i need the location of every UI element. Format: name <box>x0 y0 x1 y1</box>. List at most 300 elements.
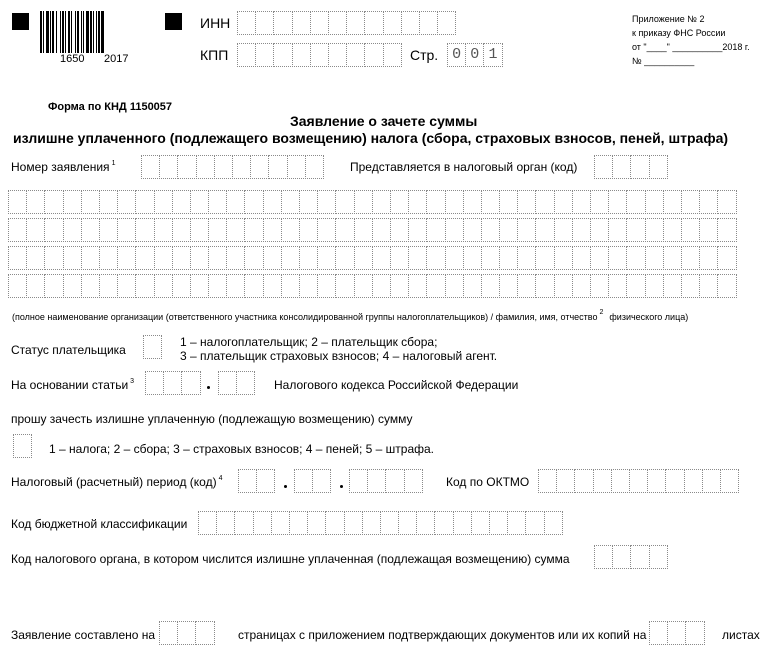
input-cell[interactable] <box>99 218 118 242</box>
input-cell[interactable] <box>310 11 329 35</box>
input-cell[interactable] <box>81 218 100 242</box>
input-cell[interactable] <box>172 246 191 270</box>
input-cell[interactable] <box>135 218 154 242</box>
input-cell[interactable] <box>317 246 336 270</box>
input-cell[interactable] <box>535 218 554 242</box>
input-cell[interactable] <box>238 469 257 493</box>
input-cell[interactable] <box>143 335 162 359</box>
organization-name-row[interactable] <box>8 218 736 242</box>
input-cell[interactable] <box>437 11 456 35</box>
input-cell[interactable] <box>163 371 182 395</box>
input-cell[interactable] <box>645 190 664 214</box>
input-cell[interactable] <box>463 246 482 270</box>
input-cell[interactable] <box>328 43 347 67</box>
input-cell[interactable] <box>117 246 136 270</box>
organization-name-row[interactable] <box>8 190 736 214</box>
input-cell[interactable] <box>665 469 684 493</box>
input-cell[interactable] <box>208 246 227 270</box>
input-cell[interactable] <box>681 246 700 270</box>
input-cell[interactable] <box>590 218 609 242</box>
input-cell[interactable] <box>372 190 391 214</box>
organization-name-row[interactable] <box>8 274 736 298</box>
input-cell[interactable] <box>544 511 563 535</box>
page-number-field[interactable] <box>447 43 502 67</box>
input-cell[interactable] <box>335 274 354 298</box>
input-cell[interactable] <box>281 246 300 270</box>
input-cell[interactable] <box>647 469 666 493</box>
input-cell[interactable] <box>390 274 409 298</box>
input-cell[interactable] <box>717 190 736 214</box>
input-cell[interactable] <box>525 511 544 535</box>
input-cell[interactable] <box>499 246 518 270</box>
input-cell[interactable] <box>195 621 214 645</box>
input-cell[interactable] <box>645 246 664 270</box>
article-item-field[interactable] <box>218 371 254 395</box>
separator-dot <box>284 485 287 488</box>
input-cell[interactable] <box>645 218 664 242</box>
tax-authority-label: Представляется в налоговый орган (код) <box>350 160 578 174</box>
input-cell[interactable] <box>263 274 282 298</box>
form-title-line2: излишне уплаченного (подлежащего возмещению) налога (сбора, страховых взносов, пеней, штрафа) <box>13 130 729 146</box>
input-cell[interactable] <box>294 469 313 493</box>
input-cell[interactable] <box>99 246 118 270</box>
input-cell[interactable] <box>271 511 290 535</box>
input-cell[interactable] <box>445 218 464 242</box>
input-cell[interactable] <box>317 274 336 298</box>
input-cell[interactable] <box>626 218 645 242</box>
input-cell[interactable] <box>196 155 215 179</box>
input-cell[interactable] <box>383 43 402 67</box>
input-cell[interactable] <box>349 469 368 493</box>
input-cell[interactable] <box>198 511 217 535</box>
input-cell[interactable] <box>250 155 269 179</box>
payment-type-field[interactable] <box>13 434 31 458</box>
barcode-bar <box>86 11 89 53</box>
input-cell[interactable] <box>335 246 354 270</box>
input-cell[interactable] <box>8 218 27 242</box>
input-cell[interactable] <box>292 11 311 35</box>
input-cell[interactable] <box>574 469 593 493</box>
request-text: прошу зачесть излишне уплаченную (подлежащую возмещению) сумму <box>11 412 413 426</box>
input-cell[interactable] <box>305 155 324 179</box>
input-cell[interactable] <box>328 11 347 35</box>
input-cell[interactable] <box>63 274 82 298</box>
input-cell[interactable] <box>344 511 363 535</box>
input-cell[interactable] <box>335 190 354 214</box>
input-cell[interactable] <box>517 190 536 214</box>
input-cell[interactable] <box>208 274 227 298</box>
input-cell[interactable] <box>287 155 306 179</box>
input-cell[interactable] <box>346 43 365 67</box>
barcode-bar <box>98 11 100 53</box>
input-cell[interactable] <box>390 246 409 270</box>
input-cell[interactable] <box>44 190 63 214</box>
input-cell[interactable] <box>13 434 32 458</box>
input-cell[interactable] <box>554 218 573 242</box>
input-cell[interactable] <box>699 274 718 298</box>
input-cell[interactable] <box>717 246 736 270</box>
input-cell[interactable] <box>335 218 354 242</box>
sheets-count-field[interactable] <box>649 621 704 645</box>
input-cell[interactable] <box>346 11 365 35</box>
input-cell[interactable] <box>499 218 518 242</box>
barcode-bar <box>77 11 79 53</box>
input-cell[interactable] <box>145 371 164 395</box>
input-cell[interactable] <box>453 511 472 535</box>
input-cell[interactable] <box>172 190 191 214</box>
input-cell[interactable] <box>408 190 427 214</box>
input-cell[interactable] <box>232 155 251 179</box>
input-cell[interactable] <box>663 190 682 214</box>
input-cell[interactable] <box>237 11 256 35</box>
input-cell[interactable] <box>135 274 154 298</box>
input-cell[interactable] <box>299 190 318 214</box>
input-cell[interactable] <box>408 274 427 298</box>
input-cell[interactable] <box>630 155 649 179</box>
input-cell[interactable] <box>554 246 573 270</box>
input-cell[interactable] <box>244 218 263 242</box>
pages-suffix: листах <box>722 628 760 642</box>
barcode-right-number: 2017 <box>104 53 129 65</box>
input-cell[interactable] <box>594 155 613 179</box>
period-part2-field[interactable] <box>294 469 330 493</box>
input-cell[interactable] <box>177 155 196 179</box>
input-cell[interactable] <box>154 218 173 242</box>
barcode-bar <box>40 11 42 53</box>
input-cell[interactable] <box>608 190 627 214</box>
input-cell[interactable] <box>159 155 178 179</box>
input-cell[interactable] <box>256 469 275 493</box>
input-cell[interactable] <box>699 190 718 214</box>
period-label: Налоговый (расчетный) период (код) $^4$ <box>11 475 223 489</box>
input-cell[interactable] <box>556 469 575 493</box>
input-cell[interactable] <box>445 274 464 298</box>
input-cell[interactable] <box>663 274 682 298</box>
input-cell[interactable] <box>554 274 573 298</box>
page-digit: 0 <box>465 43 484 67</box>
input-cell[interactable] <box>190 218 209 242</box>
input-cell[interactable] <box>117 190 136 214</box>
input-cell[interactable] <box>354 190 373 214</box>
input-cell[interactable] <box>699 218 718 242</box>
barcode-bar <box>50 11 51 53</box>
input-cell[interactable] <box>190 190 209 214</box>
inn-field[interactable] <box>237 11 455 35</box>
input-cell[interactable] <box>63 190 82 214</box>
input-cell[interactable] <box>572 190 591 214</box>
input-cell[interactable] <box>517 218 536 242</box>
input-cell[interactable] <box>253 511 272 535</box>
input-cell[interactable] <box>26 274 45 298</box>
input-cell[interactable] <box>594 545 613 569</box>
article-number-field[interactable] <box>145 371 200 395</box>
input-cell[interactable] <box>426 218 445 242</box>
input-cell[interactable] <box>481 246 500 270</box>
input-cell[interactable] <box>419 11 438 35</box>
input-cell[interactable] <box>317 190 336 214</box>
input-cell[interactable] <box>263 246 282 270</box>
input-cell[interactable] <box>208 190 227 214</box>
barcode-bar <box>43 11 44 53</box>
input-cell[interactable] <box>649 621 668 645</box>
input-cell[interactable] <box>354 274 373 298</box>
input-cell[interactable] <box>608 218 627 242</box>
input-cell[interactable] <box>572 218 591 242</box>
input-cell[interactable] <box>507 511 526 535</box>
input-cell[interactable] <box>154 190 173 214</box>
input-cell[interactable] <box>292 43 311 67</box>
input-cell[interactable] <box>645 274 664 298</box>
input-cell[interactable] <box>177 621 196 645</box>
input-cell[interactable] <box>226 246 245 270</box>
input-cell[interactable] <box>463 218 482 242</box>
input-cell[interactable] <box>244 190 263 214</box>
payer-status-field[interactable] <box>143 335 161 359</box>
input-cell[interactable] <box>281 190 300 214</box>
input-cell[interactable] <box>685 621 704 645</box>
article-label: На основании статьи $^3$ <box>11 378 135 392</box>
application-number-field[interactable] <box>141 155 323 179</box>
input-cell[interactable] <box>517 246 536 270</box>
input-cell[interactable] <box>717 274 736 298</box>
input-cell[interactable] <box>44 218 63 242</box>
input-cell[interactable] <box>372 246 391 270</box>
input-cell[interactable] <box>364 43 383 67</box>
input-cell[interactable] <box>481 190 500 214</box>
appendix-line: от "____" __________2018 г. <box>632 42 750 52</box>
input-cell[interactable] <box>499 190 518 214</box>
input-cell[interactable] <box>181 371 200 395</box>
input-cell[interactable] <box>684 469 703 493</box>
input-cell[interactable] <box>445 190 464 214</box>
input-cell[interactable] <box>663 246 682 270</box>
input-cell[interactable] <box>681 190 700 214</box>
input-cell[interactable] <box>481 218 500 242</box>
input-cell[interactable] <box>312 469 331 493</box>
input-cell[interactable] <box>463 274 482 298</box>
input-cell[interactable] <box>404 469 423 493</box>
input-cell[interactable] <box>702 469 721 493</box>
input-cell[interactable] <box>434 511 453 535</box>
input-cell[interactable] <box>629 469 648 493</box>
input-cell[interactable] <box>681 218 700 242</box>
input-cell[interactable] <box>263 218 282 242</box>
input-cell[interactable] <box>630 545 649 569</box>
input-cell[interactable] <box>289 511 308 535</box>
barcode-bar <box>60 11 61 53</box>
input-cell[interactable] <box>273 11 292 35</box>
input-cell[interactable] <box>649 155 668 179</box>
input-cell[interactable] <box>535 274 554 298</box>
input-cell[interactable] <box>172 274 191 298</box>
oktmo-label: Код по ОКТМО <box>446 475 530 489</box>
pages-count-field[interactable] <box>159 621 214 645</box>
input-cell[interactable] <box>281 274 300 298</box>
input-cell[interactable] <box>426 274 445 298</box>
input-cell[interactable] <box>268 155 287 179</box>
input-cell[interactable] <box>667 621 686 645</box>
input-cell[interactable] <box>554 190 573 214</box>
input-cell[interactable] <box>401 11 420 35</box>
input-cell[interactable] <box>234 511 253 535</box>
input-cell[interactable] <box>649 545 668 569</box>
pages-middle: страницах с приложением подтверждающих документов или их копий на <box>238 628 647 642</box>
input-cell[interactable] <box>81 246 100 270</box>
input-cell[interactable] <box>255 11 274 35</box>
input-cell[interactable] <box>154 274 173 298</box>
kbk-field[interactable] <box>198 511 562 535</box>
input-cell[interactable] <box>26 218 45 242</box>
input-cell[interactable] <box>383 11 402 35</box>
input-cell[interactable] <box>8 246 27 270</box>
input-cell[interactable] <box>299 218 318 242</box>
input-cell[interactable] <box>720 469 739 493</box>
input-cell[interactable] <box>208 218 227 242</box>
tax-authority-field[interactable] <box>594 155 667 179</box>
input-cell[interactable] <box>612 155 631 179</box>
input-cell[interactable] <box>172 218 191 242</box>
input-cell[interactable] <box>367 469 386 493</box>
barcode-bar <box>71 11 72 53</box>
barcode-bar <box>83 11 84 53</box>
input-cell[interactable] <box>44 274 63 298</box>
input-cell[interactable] <box>244 274 263 298</box>
input-cell[interactable] <box>380 511 399 535</box>
inn-label: ИНН <box>200 15 231 31</box>
input-cell[interactable] <box>255 43 274 67</box>
input-cell[interactable] <box>611 469 630 493</box>
input-cell[interactable] <box>590 274 609 298</box>
input-cell[interactable] <box>426 190 445 214</box>
organization-name-row[interactable] <box>8 246 736 270</box>
input-cell[interactable] <box>307 511 326 535</box>
input-cell[interactable] <box>237 43 256 67</box>
input-cell[interactable] <box>317 218 336 242</box>
input-cell[interactable] <box>590 190 609 214</box>
input-cell[interactable] <box>226 190 245 214</box>
input-cell[interactable] <box>626 246 645 270</box>
input-cell[interactable] <box>398 511 417 535</box>
input-cell[interactable] <box>117 274 136 298</box>
input-cell[interactable] <box>416 511 435 535</box>
separator-dot <box>207 386 210 389</box>
appendix-line: к приказу ФНС России <box>632 28 726 38</box>
input-cell[interactable] <box>517 274 536 298</box>
input-cell[interactable] <box>325 511 344 535</box>
input-cell[interactable] <box>216 511 235 535</box>
input-cell[interactable] <box>408 246 427 270</box>
input-cell[interactable] <box>590 246 609 270</box>
input-cell[interactable] <box>281 218 300 242</box>
input-cell[interactable] <box>463 190 482 214</box>
input-cell[interactable] <box>385 469 404 493</box>
input-cell[interactable] <box>244 246 263 270</box>
input-cell[interactable] <box>699 246 718 270</box>
input-cell[interactable] <box>572 274 591 298</box>
input-cell[interactable] <box>626 274 645 298</box>
input-cell[interactable] <box>26 190 45 214</box>
period-year-field[interactable] <box>349 469 422 493</box>
input-cell[interactable] <box>190 274 209 298</box>
input-cell[interactable] <box>535 246 554 270</box>
input-cell[interactable] <box>263 190 282 214</box>
input-cell[interactable] <box>214 155 233 179</box>
input-cell[interactable] <box>535 190 554 214</box>
input-cell[interactable] <box>426 246 445 270</box>
input-cell[interactable] <box>362 511 381 535</box>
input-cell[interactable] <box>99 190 118 214</box>
input-cell[interactable] <box>299 246 318 270</box>
input-cell[interactable] <box>612 545 631 569</box>
input-cell[interactable] <box>681 274 700 298</box>
input-cell[interactable] <box>538 469 557 493</box>
input-cell[interactable] <box>408 218 427 242</box>
input-cell[interactable] <box>471 511 490 535</box>
input-cell[interactable] <box>135 190 154 214</box>
input-cell[interactable] <box>489 511 508 535</box>
input-cell[interactable] <box>226 218 245 242</box>
overpaid-authority-field[interactable] <box>594 545 667 569</box>
input-cell[interactable] <box>499 274 518 298</box>
input-cell[interactable] <box>8 274 27 298</box>
input-cell[interactable] <box>99 274 118 298</box>
input-cell[interactable] <box>372 218 391 242</box>
input-cell[interactable] <box>608 274 627 298</box>
period-part1-field[interactable] <box>238 469 274 493</box>
input-cell[interactable] <box>593 469 612 493</box>
kpp-field[interactable] <box>237 43 401 67</box>
input-cell[interactable] <box>159 621 178 645</box>
input-cell[interactable] <box>154 246 173 270</box>
input-cell[interactable] <box>445 246 464 270</box>
input-cell[interactable] <box>218 371 237 395</box>
input-cell[interactable] <box>44 246 63 270</box>
input-cell[interactable] <box>117 218 136 242</box>
input-cell[interactable] <box>372 274 391 298</box>
kbk-label: Код бюджетной классификации <box>11 517 188 531</box>
input-cell[interactable] <box>354 246 373 270</box>
input-cell[interactable] <box>81 274 100 298</box>
input-cell[interactable] <box>226 274 245 298</box>
input-cell[interactable] <box>364 11 383 35</box>
input-cell[interactable] <box>390 218 409 242</box>
input-cell[interactable] <box>141 155 160 179</box>
input-cell[interactable] <box>81 190 100 214</box>
input-cell[interactable] <box>273 43 292 67</box>
input-cell[interactable] <box>310 43 329 67</box>
input-cell[interactable] <box>572 246 591 270</box>
input-cell[interactable] <box>626 190 645 214</box>
input-cell[interactable] <box>135 246 154 270</box>
input-cell[interactable] <box>8 190 27 214</box>
payer-status-option: 3 – плательщик страховых взносов; 4 – налоговый агент. <box>180 349 498 363</box>
input-cell[interactable] <box>63 218 82 242</box>
input-cell[interactable] <box>299 274 318 298</box>
input-cell[interactable] <box>190 246 209 270</box>
input-cell[interactable] <box>481 274 500 298</box>
input-cell[interactable] <box>717 218 736 242</box>
barcode-bar <box>56 11 57 53</box>
input-cell[interactable] <box>236 371 255 395</box>
input-cell[interactable] <box>608 246 627 270</box>
input-cell[interactable] <box>354 218 373 242</box>
input-cell[interactable] <box>63 246 82 270</box>
oktmo-field[interactable] <box>538 469 738 493</box>
input-cell[interactable] <box>390 190 409 214</box>
input-cell[interactable] <box>663 218 682 242</box>
form-title-line1: Заявление о зачете суммы <box>290 113 478 129</box>
input-cell[interactable] <box>26 246 45 270</box>
